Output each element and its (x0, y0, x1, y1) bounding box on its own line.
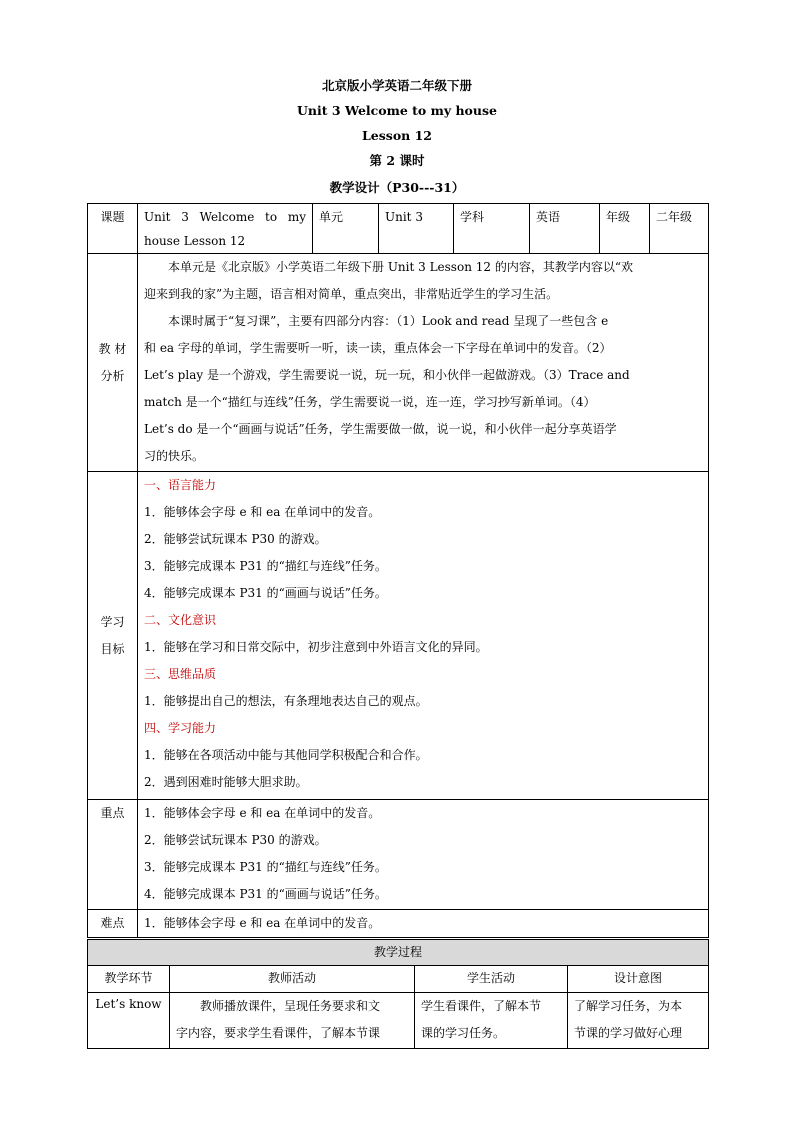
objective-heading: 三、思维品质 (144, 667, 217, 681)
objectives-label-1: 学习 (100, 614, 125, 629)
process-stage: Let’s know (88, 993, 170, 1049)
difficult-points-content (138, 910, 709, 938)
topic-value-line1: Unit 3 Welcome to my (144, 210, 306, 224)
analysis-label (88, 254, 138, 472)
analysis-label-1: 教 材 (98, 341, 127, 356)
objectives-content (138, 472, 709, 800)
topic-label: 课题 (88, 204, 138, 254)
header-lesson: Lesson 12 (362, 128, 432, 143)
process-title-row (88, 940, 709, 966)
objective-item: 3．能够完成课本 P31 的“描红与连线”任务。 (144, 559, 387, 573)
difficult-points-row (88, 910, 709, 938)
analysis-line: match 是一个“描红与连线”任务，学生需要说一说，连一连，学习抄写新单词。（4） (144, 395, 596, 409)
process-header-stage: 教学环节 (88, 966, 170, 993)
objective-item: 1．能够体会字母 e 和 ea 在单词中的发音。 (144, 505, 381, 519)
process-teacher-activity (170, 993, 415, 1049)
key-point-item: 3．能够完成课本 P31 的“描红与连线”任务。 (144, 860, 387, 874)
header-design: 教学设计（P30---31） (329, 180, 465, 195)
key-points-label: 重点 (88, 800, 138, 910)
analysis-line: Let’s do 是一个“画画与说话”任务，学生需要做一做，说一说，和小伙伴一起分享英语学 (144, 422, 617, 436)
objective-item: 2．遇到困难时能够大胆求助。 (144, 775, 308, 789)
process-header-intent: 设计意图 (568, 966, 709, 993)
analysis-line: 和 ea 字母的单词，学生需要听一听，读一读，重点体会一下字母在单词中的发音。（2） (144, 341, 612, 355)
header-book: 北京版小学英语二年级下册 (321, 78, 472, 93)
objective-heading: 四、学习能力 (144, 721, 217, 735)
key-points-content (138, 800, 709, 910)
key-point-item: 1．能够体会字母 e 和 ea 在单词中的发音。 (144, 806, 381, 820)
unit-value: Unit 3 (379, 204, 454, 254)
subject-label: 学科 (454, 204, 530, 254)
topic-value (138, 204, 313, 254)
objective-item: 2．能够尝试玩课本 P30 的游戏。 (144, 532, 327, 546)
analysis-line: Let’s play 是一个游戏，学生需要说一说，玩一玩，和小伙伴一起做游戏。（3）Trace and (144, 368, 630, 382)
objective-item: 1．能够在各项活动中能与其他同学积极配合和合作。 (144, 748, 428, 762)
key-point-item: 4．能够完成课本 P31 的“画画与说话”任务。 (144, 887, 387, 901)
grade-label: 年级 (600, 204, 650, 254)
objective-heading: 二、文化意识 (144, 613, 217, 627)
subject-value: 英语 (530, 204, 600, 254)
process-row (88, 993, 709, 1049)
objectives-label-2: 目标 (100, 641, 125, 656)
analysis-line: 习的快乐。 (144, 449, 205, 463)
difficult-points-label: 难点 (88, 910, 138, 938)
analysis-content (138, 254, 709, 472)
analysis-line: 本单元是《北京版》小学英语二年级下册 Unit 3 Lesson 12 的内容，其教学内容以“欢 (168, 260, 633, 274)
analysis-label-2: 分析 (100, 368, 125, 383)
info-row (88, 204, 709, 254)
objective-heading: 一、语言能力 (144, 478, 217, 492)
objective-item: 4．能够完成课本 P31 的“画画与说话”任务。 (144, 586, 387, 600)
difficult-point-item: 1．能够体会字母 e 和 ea 在单词中的发音。 (144, 916, 381, 930)
header-unit: Unit 3 Welcome to my house (297, 103, 497, 118)
process-header-student: 学生活动 (415, 966, 568, 993)
header-period: 第 2 课时 (369, 153, 425, 168)
process-design-intent (568, 993, 709, 1049)
analysis-row (88, 254, 709, 472)
process-header-teacher: 教师活动 (170, 966, 415, 993)
grade-value: 二年级 (650, 204, 709, 254)
intent-line: 了解学习任务，为本 (574, 999, 683, 1013)
key-point-item: 2．能够尝试玩课本 P30 的游戏。 (144, 833, 327, 847)
topic-value-line2: house Lesson 12 (144, 234, 246, 248)
objectives-label (88, 472, 138, 800)
objective-item: 1．能够在学习和日常交际中，初步注意到中外语言文化的异同。 (144, 640, 488, 654)
process-table (87, 939, 709, 1049)
key-points-row (88, 800, 709, 910)
process-title: 教学过程 (88, 940, 709, 966)
analysis-line: 迎来到我的家”为主题，语言相对简单，重点突出，非常贴近学生的学习生活。 (144, 287, 559, 301)
process-student-activity (415, 993, 568, 1049)
analysis-line: 本课时属于“复习课”，主要有四部分内容：（1）Look and read 呈现了一些包含 e (168, 314, 609, 328)
student-line: 课的学习任务。 (421, 1026, 506, 1040)
unit-label: 单元 (313, 204, 379, 254)
process-header-row (88, 966, 709, 993)
teacher-line: 字内容，要求学生看课件，了解本节课 (176, 1026, 381, 1040)
student-line: 学生看课件，了解本节 (421, 999, 542, 1013)
objectives-row (88, 472, 709, 800)
lesson-plan-table (87, 203, 709, 938)
teacher-line: 教师播放课件，呈现任务要求和文 (200, 999, 381, 1013)
objective-item: 1．能够提出自己的想法，有条理地表达自己的观点。 (144, 694, 428, 708)
intent-line: 节课的学习做好心理 (574, 1026, 683, 1040)
